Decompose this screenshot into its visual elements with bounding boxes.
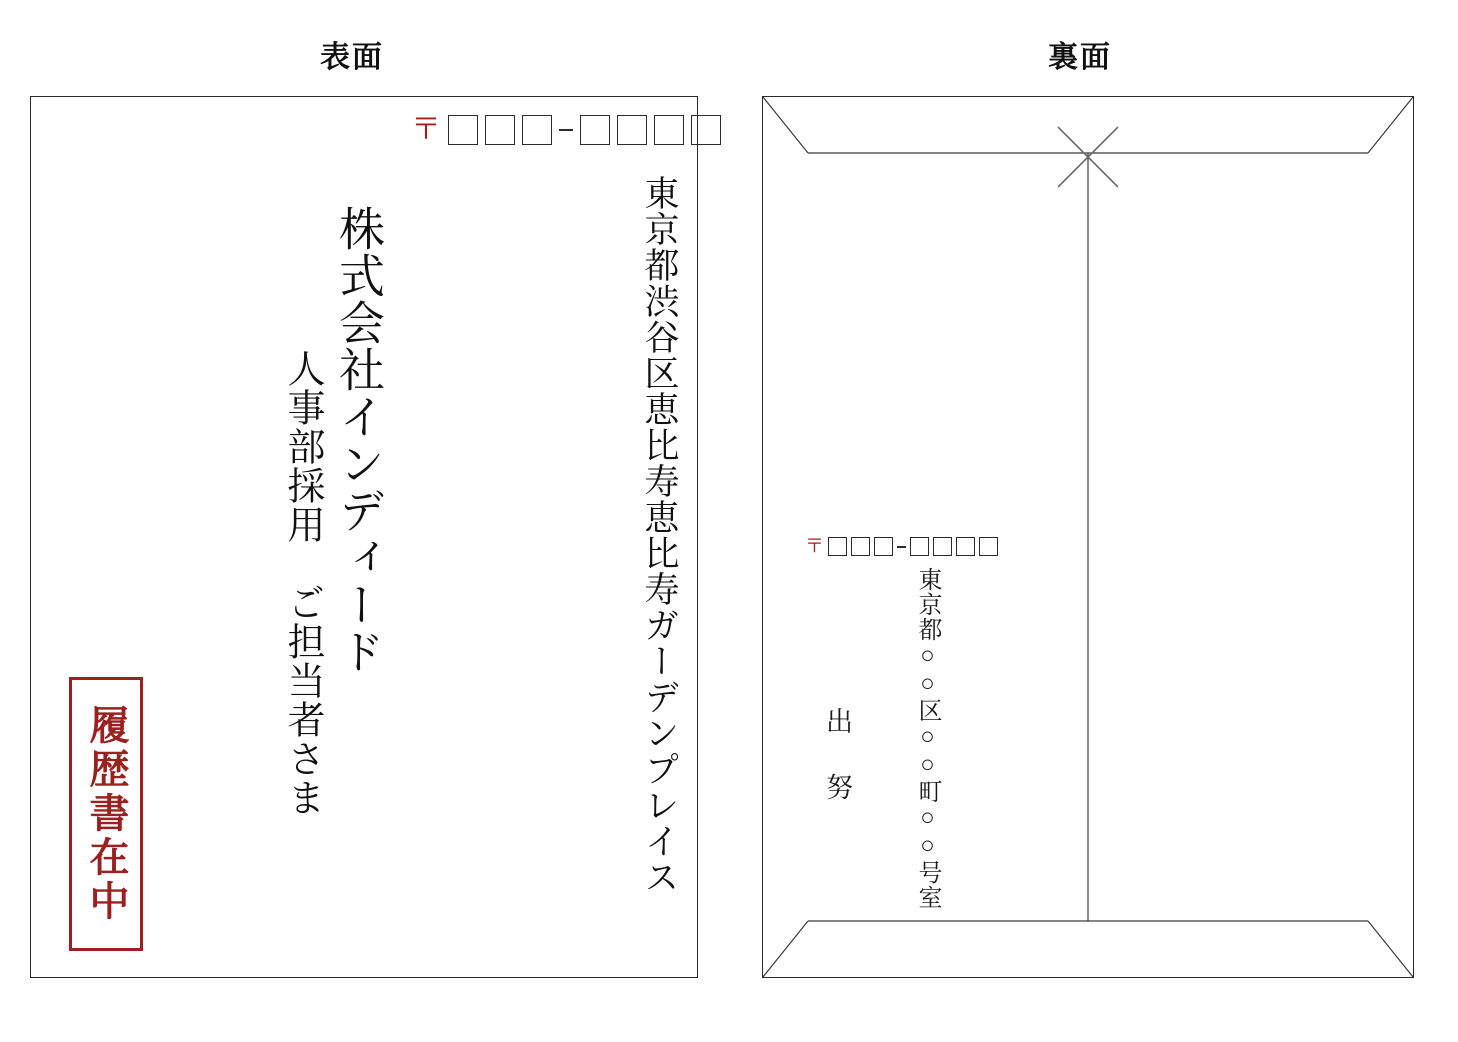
postal-mark-icon: 〒 bbox=[411, 112, 441, 147]
postal-mark-icon: 〒 bbox=[805, 535, 825, 557]
front-panel-title: 表面 bbox=[320, 41, 384, 74]
postal-box bbox=[580, 115, 610, 145]
postal-box bbox=[956, 537, 975, 556]
postal-box bbox=[933, 537, 952, 556]
front-recipient-address: 東京都渋谷区恵比寿恵比寿ガーデンプレイス bbox=[640, 175, 679, 895]
postal-box bbox=[828, 537, 847, 556]
back-envelope bbox=[762, 96, 1414, 978]
postal-box bbox=[874, 537, 893, 556]
back-panel-title: 裏面 bbox=[1048, 41, 1112, 74]
postal-box bbox=[654, 115, 684, 145]
postal-box bbox=[851, 537, 870, 556]
postal-box bbox=[448, 115, 478, 145]
postal-box bbox=[691, 115, 721, 145]
front-envelope bbox=[30, 96, 698, 978]
back-sender-address: 東京都○○区○○町○○号室 bbox=[914, 567, 941, 910]
front-postal-code bbox=[411, 112, 721, 147]
postal-box bbox=[910, 537, 929, 556]
postal-dash-icon bbox=[897, 546, 906, 548]
postal-box bbox=[485, 115, 515, 145]
back-postal-code bbox=[805, 537, 998, 556]
postal-box bbox=[617, 115, 647, 145]
resume-enclosed-stamp bbox=[69, 677, 143, 951]
front-recipient-company: 株式会社インディード bbox=[333, 205, 385, 675]
front-recipient-department: 人事部採用 ご担当者さま bbox=[281, 349, 323, 817]
postal-box bbox=[979, 537, 998, 556]
resume-enclosed-stamp-label: 履歴書在中 bbox=[84, 704, 128, 924]
back-sender-name: 出 努 bbox=[822, 707, 852, 806]
postal-dash-icon bbox=[559, 129, 573, 131]
postal-box bbox=[522, 115, 552, 145]
